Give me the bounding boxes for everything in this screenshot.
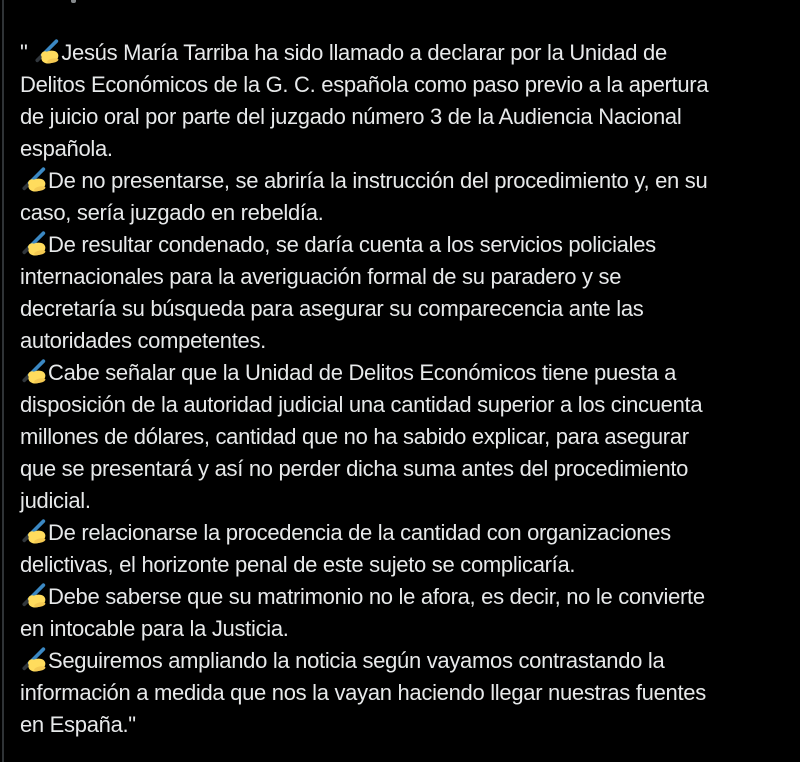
writing-hand-icon [21,231,47,257]
post-line: en intocable para la Justicia. [20,616,289,641]
post-line: disposición de la autoridad judicial una cantidad superior a los cincuenta [20,392,703,417]
post-line: decretaría su búsqueda para asegurar su comparecencia ante las [20,296,644,321]
post-line: millones de dólares, cantidad que no ha sabido explicar, para asegurar [20,424,689,449]
post-body [20,37,792,741]
post-line: Seguiremos ampliando la noticia según vayamos contrastando la [20,645,792,677]
post-line: De resultar condenado, se daría cuenta a los servicios policiales [20,229,792,261]
post-line: delictivas, el horizonte penal de este sujeto se complicaría. [20,552,576,577]
post-paragraph [20,517,792,581]
post-line: judicial. [20,488,91,513]
cutoff-text-fragment [71,0,76,3]
post-line: De relacionarse la procedencia de la cantidad con organizaciones [20,517,792,549]
post-line: Cabe señalar que la Unidad de Delitos Económicos tiene puesta a [20,357,792,389]
writing-hand-icon [21,583,47,609]
post-paragraph [20,357,792,517]
post-line: Delitos Económicos de la G. C. española como paso previo a la apertura [20,72,709,97]
post-line: en España." [20,712,136,737]
writing-hand-icon [21,167,47,193]
left-divider [2,0,4,762]
post-line: española. [20,136,113,161]
post-paragraph [20,165,792,229]
post-paragraph [20,645,792,741]
writing-hand-icon [21,647,47,673]
post-line: información a medida que nos la vayan haciendo llegar nuestras fuentes [20,680,706,705]
post-paragraph [20,229,792,357]
writing-hand-icon [21,519,47,545]
post-line: de juicio oral por parte del juzgado número 3 de la Audiencia Nacional [20,104,682,129]
post-line: que se presentará y así no perder dicha suma antes del procedimiento [20,456,689,481]
post-line: Debe saberse que su matrimonio no le afora, es decir, no le convierte [20,581,792,613]
post-line: internacionales para la averiguación formal de su paradero y se [20,264,622,289]
post-paragraph [20,37,792,165]
post-line: " Jesús María Tarriba ha sido llamado a declarar por la Unidad de [20,40,667,65]
writing-hand-icon [21,359,47,385]
writing-hand-icon [34,39,60,65]
post-line: De no presentarse, se abriría la instrucción del procedimiento y, en su [20,165,792,197]
post-line: autoridades competentes. [20,328,266,353]
quote-prefix: " [20,40,34,65]
post-paragraph [20,581,792,645]
post-line: caso, sería juzgado en rebeldía. [20,200,324,225]
